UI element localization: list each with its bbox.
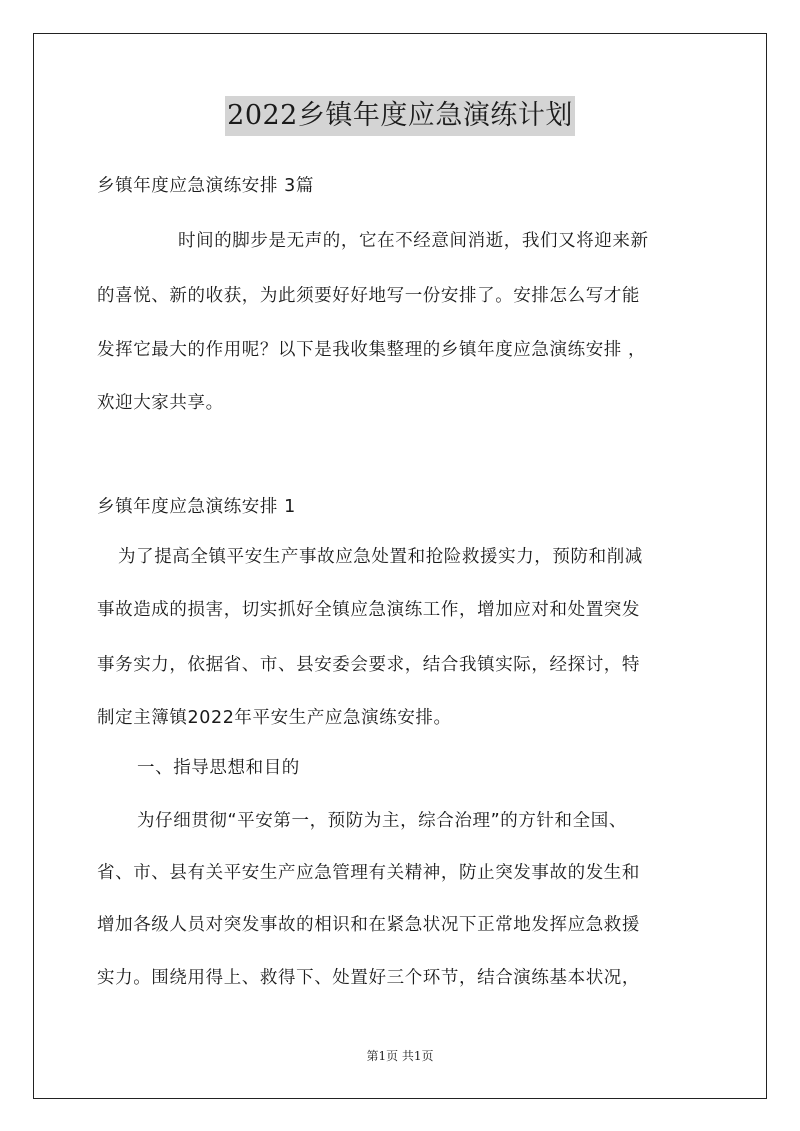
para2-line-1: 为仔细贯彻“平安第一，预防为主，综合治理”的方针和全国、 [137,811,627,831]
heading-one: 一、指导思想和目的 [137,758,300,778]
document-title: 2022乡镇年度应急演练计划 [225,96,575,136]
document-subtitle: 乡镇年度应急演练安排 3篇 [97,176,314,196]
para2-line-4: 实力。围绕用得上、救得下、处置好三个环节，结合演练基本状况， [97,968,640,988]
para1-line-1: 为了提高全镇平安生产事故应急处置和抢险救援实力，预防和削减 [118,547,643,567]
para2-line-3: 增加各级人员对突发事故的相识和在紧急状况下正常地发挥应急救援 [97,915,640,935]
intro-line-3: 发挥它最大的作用呢？以下是我收集整理的乡镇年度应急演练安排 ， [97,340,647,360]
para1-line-3: 事务实力，依据省、市、县安委会要求，结合我镇实际，经探讨，特 [97,655,640,675]
para2-line-2: 省、市、县有关平安生产应急管理有关精神，防止突发事故的发生和 [97,863,640,883]
section-heading: 乡镇年度应急演练安排 1 [97,497,296,517]
title-container [0,96,800,136]
intro-line-1: 时间的脚步是无声的，它在不经意间消逝，我们又将迎来新 [178,231,649,251]
intro-line-2: 的喜悦、新的收获，为此须要好好地写一份安排了。安排怎么写才能 [97,286,640,306]
intro-line-4: 欢迎大家共享。 [97,393,224,413]
para1-line-2: 事故造成的损害，切实抓好全镇应急演练工作，增加应对和处置突发 [97,600,640,620]
para1-line-4: 制定主簿镇2022年平安生产应急演练安排。 [97,708,452,728]
page-footer: 第1页 共1页 [366,1049,434,1063]
